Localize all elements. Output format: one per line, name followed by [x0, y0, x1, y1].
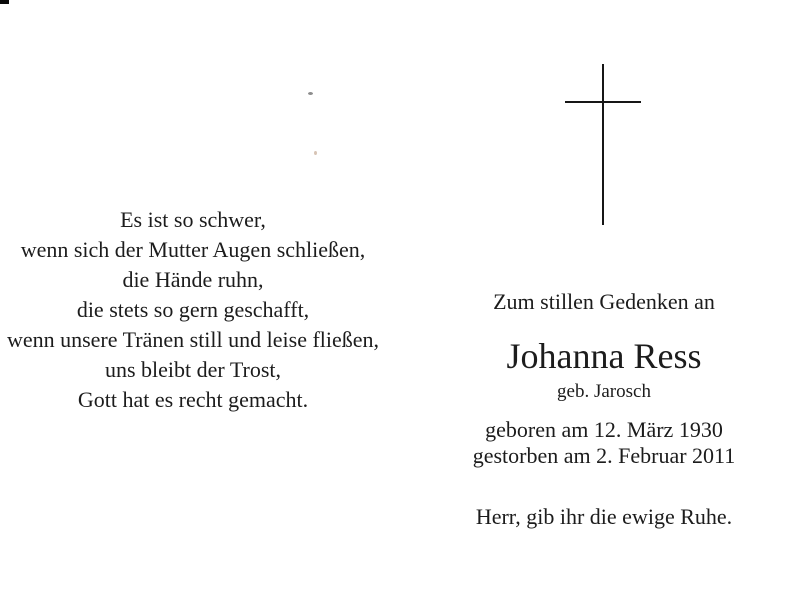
- poem-line: wenn unsere Tränen still und leise fließen,: [6, 327, 380, 352]
- closing-prayer: Herr, gib ihr die ewige Ruhe.: [475, 504, 733, 529]
- death-date-line: gestorben am 2. Februar 2011: [472, 443, 736, 468]
- scan-speck: [314, 151, 317, 155]
- scan-artifact-corner: [0, 0, 9, 4]
- poem-block: [2, 205, 384, 415]
- memorial-text-block: [420, 0, 788, 597]
- poem-line: die Hände ruhn,: [122, 267, 264, 292]
- scan-speck: [308, 92, 313, 95]
- poem-line: uns bleibt der Trost,: [104, 357, 282, 382]
- poem-line: Es ist so schwer,: [120, 207, 266, 232]
- birth-date-line: geboren am 12. März 1930: [485, 417, 723, 442]
- memorial-intro: Zum stillen Gedenken an: [493, 289, 715, 314]
- maiden-name: geb. Jarosch: [557, 381, 651, 402]
- deceased-name: Johanna Ress: [506, 336, 702, 376]
- poem-line: wenn sich der Mutter Augen schließen,: [20, 237, 366, 262]
- poem-line: die stets so gern geschafft,: [76, 297, 310, 322]
- poem-line: Gott hat es recht gemacht.: [77, 387, 309, 412]
